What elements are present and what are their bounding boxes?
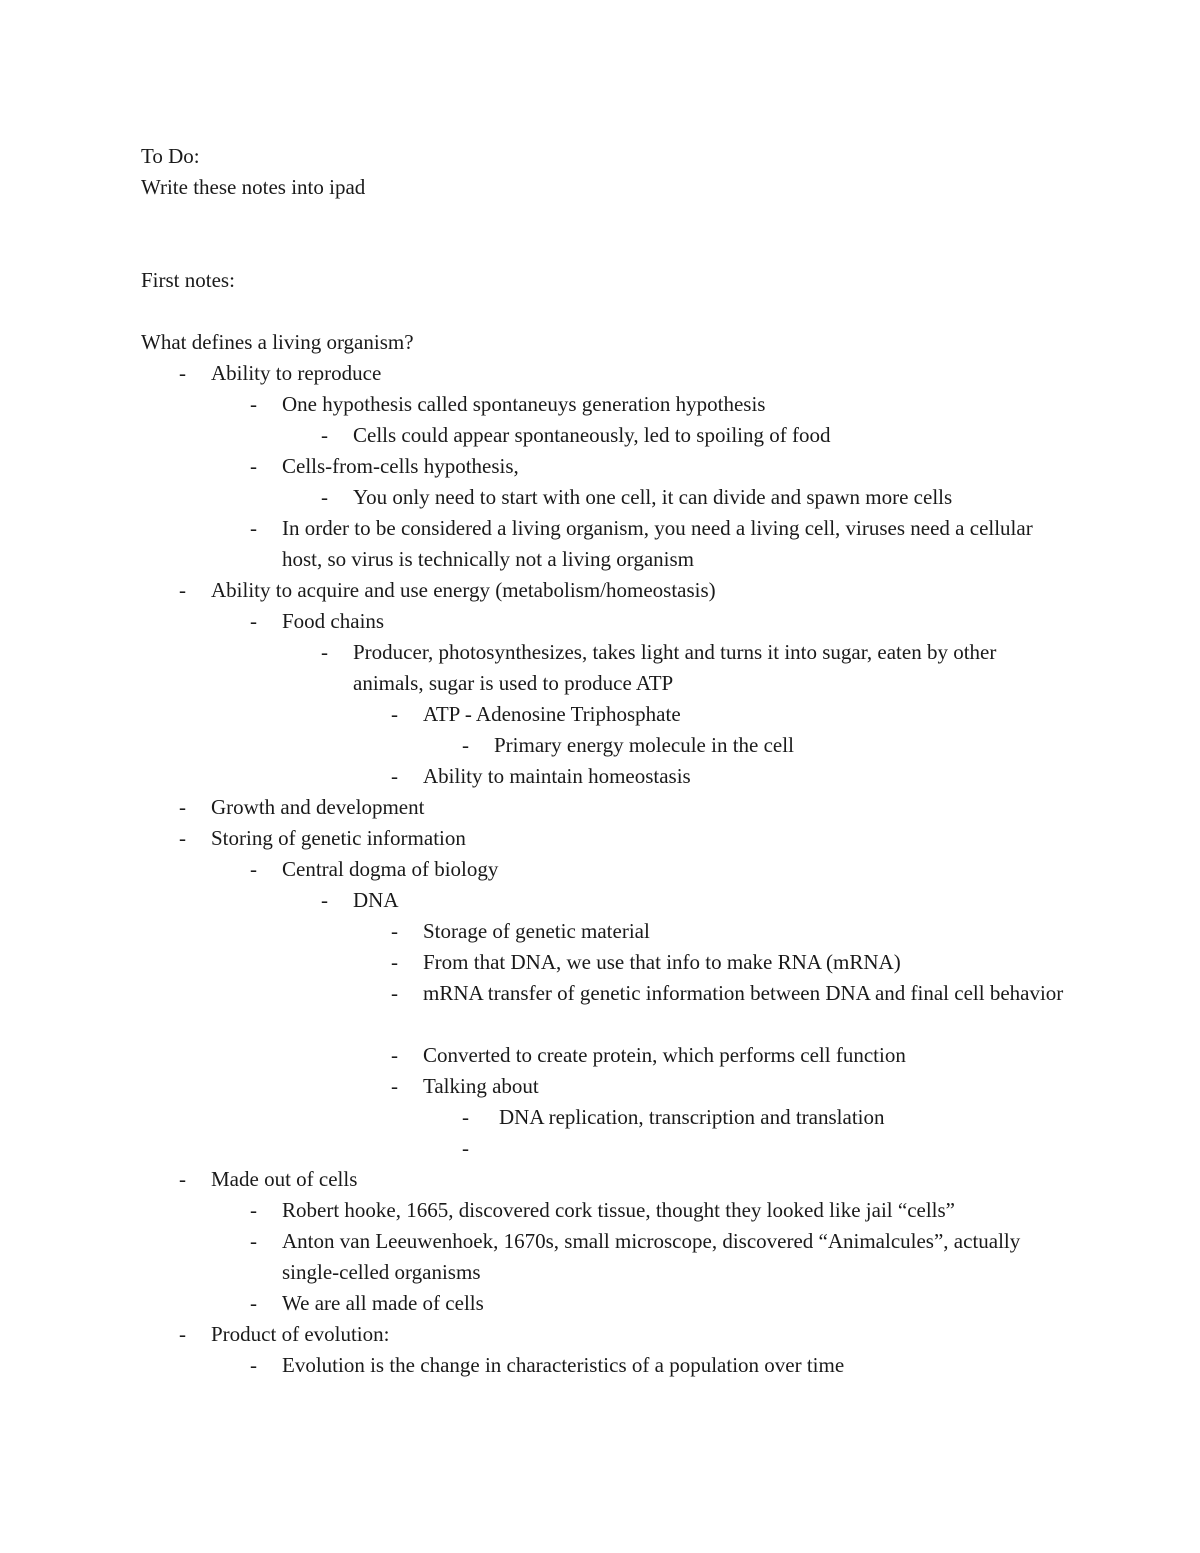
list-item: [462, 730, 1074, 761]
list-item: [391, 761, 1073, 792]
list-item-text: Storage of genetic material: [423, 919, 650, 943]
list-item-text: Anton van Leeuwenhoek, 1670s, small microscope, discovered “Animalcules”, actually single-celled organisms: [282, 1229, 1021, 1284]
list-item-text: Ability to maintain homeostasis: [423, 764, 691, 788]
list-item: [321, 885, 1073, 916]
list-item-text: Made out of cells: [211, 1167, 358, 1191]
list-item-text: Food chains: [282, 609, 385, 633]
list-item: [250, 606, 1072, 637]
list-item: [179, 575, 1071, 606]
list-item-text: Cells could appear spontaneously, led to spoiling of food: [353, 423, 831, 447]
list-item: [179, 1164, 1071, 1195]
list-item: [391, 916, 1073, 947]
list-item-text: Product of evolution:: [211, 1322, 390, 1346]
bullet-dash: -: [179, 1322, 186, 1346]
bullet-dash: -: [179, 826, 186, 850]
list-item-text: Producer, photosynthesizes, takes light and turns it into sugar, eaten by other animals, sugar is used to produce ATP: [353, 640, 997, 695]
list-item: [250, 389, 1072, 420]
list-item: [391, 1040, 1073, 1071]
bullet-dash: -: [462, 733, 469, 757]
list-item-text: Ability to acquire and use energy (metabolism/homeostasis): [211, 578, 716, 602]
bullet-dash: -: [462, 1105, 469, 1129]
list-item: [250, 1350, 1072, 1381]
list-item-text: In order to be considered a living organism, you need a living cell, viruses need a cellular host, so virus is technically not a living organism: [282, 516, 1033, 571]
bullet-dash: -: [179, 578, 186, 602]
bullet-dash: -: [250, 516, 257, 540]
list-item: [321, 420, 1073, 451]
list-item: [391, 978, 1073, 1009]
bullet-dash: -: [391, 1074, 398, 1098]
list-item-text: You only need to start with one cell, it can divide and spawn more cells: [353, 485, 953, 509]
list-item-text: One hypothesis called spontaneuys generation hypothesis: [282, 392, 766, 416]
list-item: [250, 1195, 1072, 1226]
list-item: [391, 699, 1073, 730]
list-item: [179, 792, 1071, 823]
bullet-dash: -: [250, 392, 257, 416]
list-item-text: ATP - Adenosine Triphosphate: [423, 702, 681, 726]
list-item: [250, 451, 1072, 482]
notes-heading: First notes:: [141, 268, 235, 292]
bullet-dash: -: [391, 1043, 398, 1067]
todo-heading: To Do:: [141, 144, 200, 168]
bullet-dash: -: [321, 888, 328, 912]
list-item-text: mRNA transfer of genetic information between DNA and final cell behavior: [423, 981, 1064, 1005]
bullet-dash: -: [179, 361, 186, 385]
bullet-dash: -: [321, 423, 328, 447]
list-item-text: DNA replication, transcription and translation: [499, 1105, 885, 1129]
bullet-dash: -: [391, 764, 398, 788]
list-item-text: From that DNA, we use that info to make RNA (mRNA): [423, 950, 901, 974]
bullet-dash: -: [250, 454, 257, 478]
list-item: [250, 854, 1072, 885]
list-item-text: DNA: [353, 888, 399, 912]
list-item: [250, 1226, 1042, 1288]
list-item: [179, 823, 1071, 854]
list-item: [179, 1319, 1071, 1350]
bullet-dash: -: [250, 1198, 257, 1222]
list-item: [462, 1102, 1074, 1133]
list-item: [391, 1071, 1073, 1102]
list-item: [179, 358, 1071, 389]
bullet-dash: -: [391, 702, 398, 726]
list-item: [321, 482, 1073, 513]
list-item: [321, 637, 1033, 699]
list-item-text: We are all made of cells: [282, 1291, 484, 1315]
main-question: What defines a living organism?: [141, 330, 414, 354]
list-item-text: Evolution is the change in characteristics of a population over time: [282, 1353, 845, 1377]
bullet-dash: -: [250, 857, 257, 881]
list-item-text: Primary energy molecule in the cell: [494, 733, 794, 757]
bullet-dash: -: [391, 919, 398, 943]
bullet-dash: -: [250, 1229, 257, 1253]
bullet-dash: -: [391, 981, 398, 1005]
todo-task: Write these notes into ipad: [141, 175, 366, 199]
list-item: [250, 513, 1057, 575]
bullet-dash: -: [321, 640, 328, 664]
bullet-dash: -: [250, 1353, 257, 1377]
bullet-dash: -: [179, 1167, 186, 1191]
list-item-text: Cells-from-cells hypothesis,: [282, 454, 519, 478]
bullet-dash: -: [462, 1136, 469, 1160]
list-item-text: Ability to reproduce: [211, 361, 382, 385]
list-item-text: Robert hooke, 1665, discovered cork tissue, thought they looked like jail “cells”: [282, 1198, 956, 1222]
bullet-dash: -: [321, 485, 328, 509]
bullet-dash: -: [391, 950, 398, 974]
list-item-text: Storing of genetic information: [211, 826, 466, 850]
list-item: [391, 947, 1073, 978]
list-item-text: Talking about: [423, 1074, 539, 1098]
list-item: [250, 1288, 1072, 1319]
list-item-text: Central dogma of biology: [282, 857, 499, 881]
list-item-text: Growth and development: [211, 795, 425, 819]
bullet-dash: -: [250, 609, 257, 633]
bullet-dash: -: [250, 1291, 257, 1315]
bullet-dash: -: [179, 795, 186, 819]
list-item-text: Converted to create protein, which performs cell function: [423, 1043, 906, 1067]
